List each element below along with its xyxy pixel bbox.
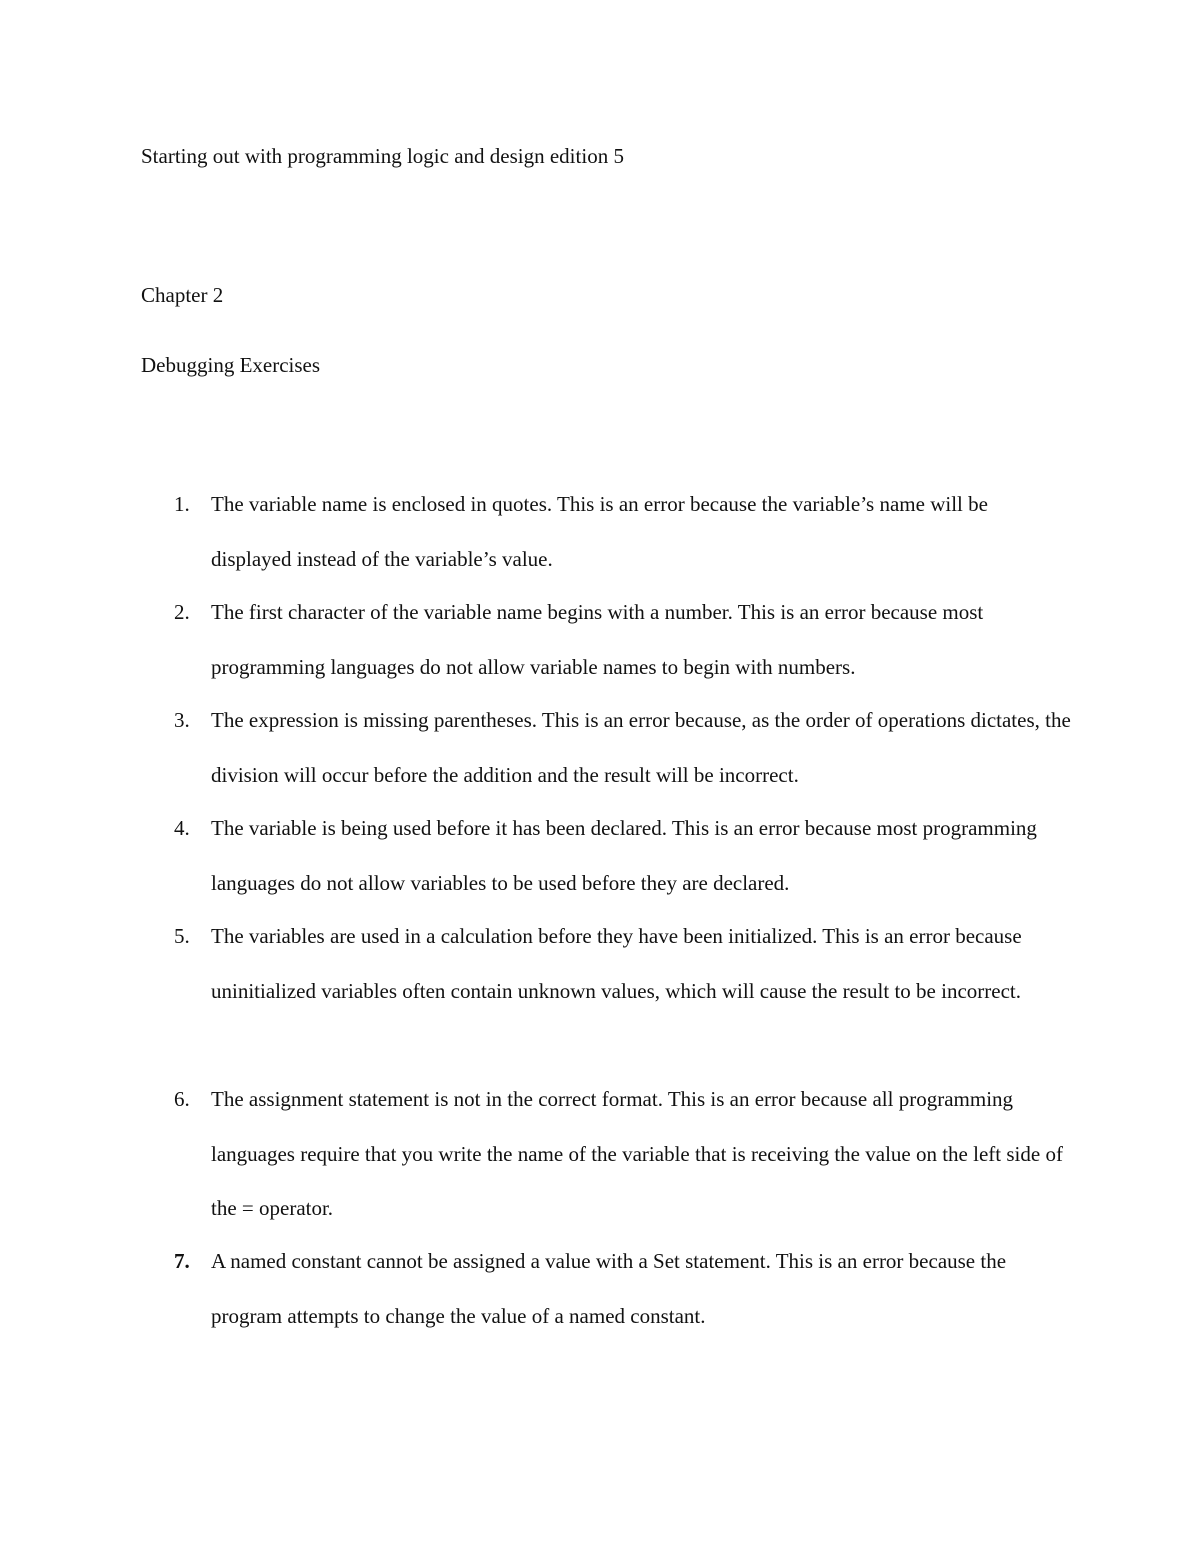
section-heading: Debugging Exercises — [141, 353, 321, 377]
answer-number: 1. — [174, 492, 190, 516]
answer-number: 3. — [174, 708, 190, 732]
answer-text: The variables are used in a calculation before they have been initialized. This is an error because uninitialized variables often contain unknown values, which will cause the result to be incorrect. — [211, 924, 1022, 1003]
answer-number: 7. — [174, 1249, 190, 1273]
answer-text: The expression is missing parentheses. This is an error because, as the order of operations dictates, the division will occur before the addition and the result will be incorrect. — [211, 708, 1071, 787]
answer-number: 6. — [174, 1087, 190, 1111]
answer-text: The variable is being used before it has been declared. This is an error because most programming languages do not allow variables to be used before they are declared. — [211, 816, 1037, 895]
answer-text: A named constant cannot be assigned a value with a Set statement. This is an error because the program attempts to change the value of a named constant. — [211, 1249, 1007, 1328]
answer-number: 4. — [174, 816, 190, 840]
book-title: Starting out with programming logic and design edition 5 — [141, 144, 624, 168]
chapter-heading: Chapter 2 — [141, 283, 224, 307]
answer-number: 2. — [174, 600, 190, 624]
answer-text: The variable name is enclosed in quotes. This is an error because the variable’s name will be displayed instead of the variable’s value. — [211, 492, 988, 571]
answer-text: The first character of the variable name begins with a number. This is an error because most programming languages do not allow variable names to begin with numbers. — [211, 600, 984, 679]
answer-number: 5. — [174, 924, 190, 948]
answer-text: The assignment statement is not in the correct format. This is an error because all programming languages require that you write the name of the variable that is receiving the value on the left side of the = operator. — [211, 1087, 1063, 1220]
